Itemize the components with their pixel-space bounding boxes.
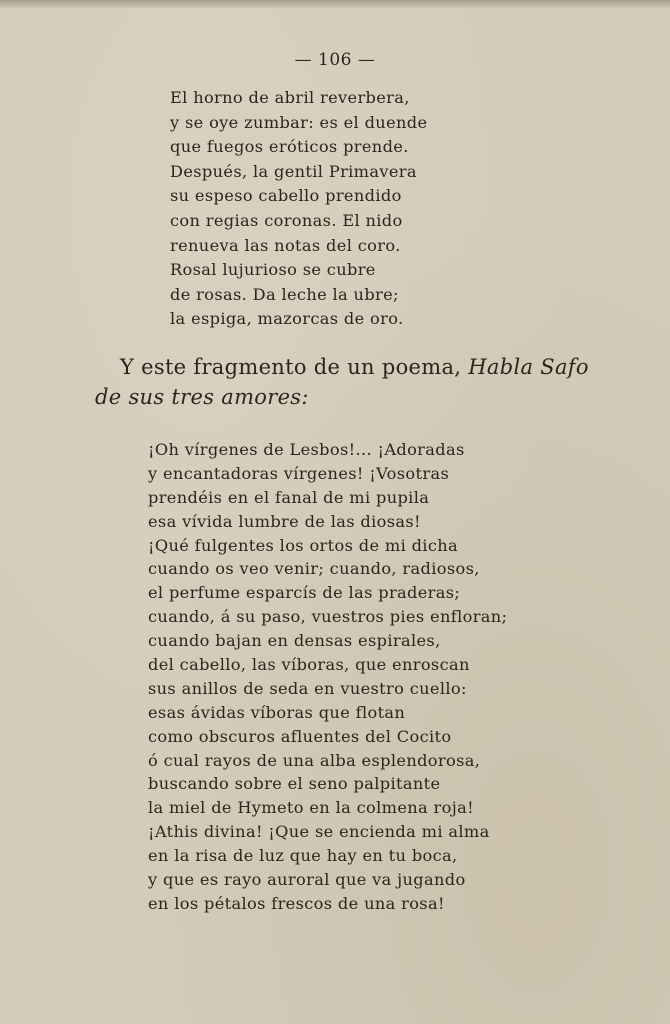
verse-line: prendéis en el fanal de mi pupila	[148, 487, 430, 507]
verse-line: en la risa de luz que hay en tu boca,	[148, 846, 458, 866]
verse-line: esas ávidas víboras que flotan	[148, 702, 406, 722]
verse-line: ¡Oh vírgenes de Lesbos!... ¡Adoradas	[148, 440, 465, 459]
verse-line: y que es rayo auroral que va jugando	[148, 870, 466, 890]
verse-line: buscando sobre el seno palpitante	[148, 774, 441, 794]
verse-line: el perfume esparcís de las praderas;	[148, 583, 461, 603]
verse-line: con regias coronas. El nido	[170, 210, 403, 230]
poem-title-part-1: Habla Safo	[468, 355, 589, 379]
verse-line: del cabello, las víboras, que enroscan	[148, 655, 470, 675]
verse-line: Rosal lujurioso se cubre	[170, 260, 376, 280]
poem-stanza-1	[170, 86, 427, 332]
verse-line: Después, la gentil Primavera	[170, 161, 417, 181]
page-top-edge	[0, 0, 670, 8]
verse-line: El horno de abril reverbera,	[170, 88, 410, 107]
verse-line: la espiga, mazorcas de oro.	[170, 309, 404, 329]
intro-paragraph	[95, 352, 595, 412]
verse-line: esa vívida lumbre de las diosas!	[148, 511, 421, 531]
verse-line: y se oye zumbar: es el duende	[170, 112, 428, 132]
verse-line: cuando os veo venir; cuando, radiosos,	[148, 559, 480, 579]
verse-line: renueva las notas del coro.	[170, 235, 401, 255]
verse-line: que fuegos eróticos prende.	[170, 137, 409, 157]
intro-text: Y este fragmento de un poema,	[120, 355, 462, 379]
verse-line: en los pétalos frescos de una rosa!	[148, 893, 445, 913]
verse-line: de rosas. Da leche la ubre;	[170, 284, 399, 304]
poem-title-part-2: de sus tres amores:	[95, 385, 309, 409]
verse-line: ¡Athis divina! ¡Que se encienda mi alma	[148, 822, 490, 842]
page-number: — 106 —	[294, 50, 376, 70]
verse-line: y encantadoras vírgenes! ¡Vosotras	[148, 463, 450, 483]
verse-line: ¡Qué fulgentes los ortos de mi dicha	[148, 535, 459, 555]
poem-stanza-2	[148, 438, 507, 916]
verse-line: como obscuros afluentes del Cocito	[148, 726, 452, 746]
intro-line-1	[95, 352, 595, 382]
verse-line: sus anillos de seda en vuestro cuello:	[148, 678, 467, 698]
verse-line: ó cual rayos de una alba esplendorosa,	[148, 750, 481, 770]
verse-line: su espeso cabello prendido	[170, 186, 402, 206]
verse-line: cuando bajan en densas espirales,	[148, 631, 441, 651]
verse-line: cuando, á su paso, vuestros pies enfloran;	[148, 607, 508, 627]
verse-line: la miel de Hymeto en la colmena roja!	[148, 798, 474, 818]
intro-line-2	[95, 382, 595, 412]
